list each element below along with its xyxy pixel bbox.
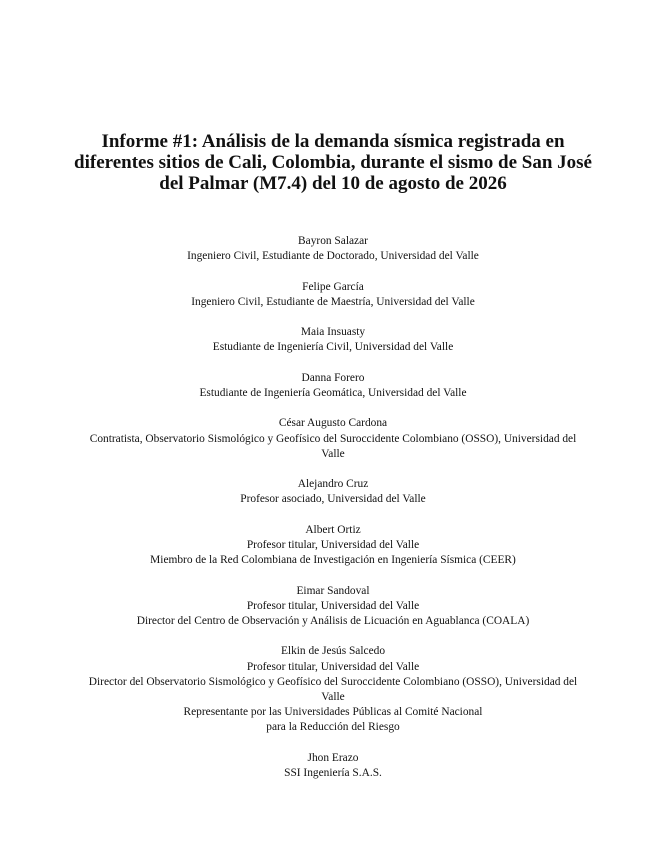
author-name: Bayron Salazar: [298, 235, 368, 247]
author-name: Felipe García: [302, 280, 364, 293]
author-block: [70, 325, 596, 355]
author-affiliation: Valle: [321, 447, 345, 460]
author-affiliation: Estudiante de Ingeniería Geomática, Universidad del Valle: [199, 386, 467, 399]
author-affiliation: Estudiante de Ingeniería Civil, Universidad del Valle: [212, 341, 454, 354]
author-block: [70, 751, 596, 781]
author-block: [70, 280, 596, 310]
author-block: [70, 371, 596, 401]
title-line: Informe #1: Análisis de la demanda sísmica registrada en: [101, 131, 565, 152]
author-affiliation: Ingeniero Civil, Estudiante de Doctorado, Universidad del Valle: [187, 250, 479, 263]
author-list: [70, 234, 596, 796]
author-name: César Augusto Cardona: [278, 417, 388, 430]
author-name: Danna Forero: [301, 371, 365, 384]
title-line: diferentes sitios de Cali, Colombia, durante el sismo de San José: [74, 152, 592, 173]
author-affiliation: Representante por las Universidades Públicas al Comité Nacional: [183, 706, 483, 719]
author-affiliation: Contratista, Observatorio Sismológico y Geofísico del Suroccidente Colombiano (OSSO), Universidad del: [89, 432, 577, 445]
author-name: Maia Insuasty: [300, 326, 366, 339]
report-title: [70, 131, 596, 194]
author-affiliation: Miembro de la Red Colombiana de Investigación en Ingeniería Sísmica (CEER): [150, 554, 516, 567]
author-affiliation: Profesor titular, Universidad del Valle: [246, 538, 420, 551]
author-block: [70, 584, 596, 630]
author-affiliation: Ingeniero Civil, Estudiante de Maestría, Universidad del Valle: [191, 295, 475, 308]
author-affiliation: Profesor asociado, Universidad del Valle: [240, 493, 426, 506]
author-block: [70, 234, 596, 264]
author-affiliation: SSI Ingeniería S.A.S.: [284, 766, 382, 779]
author-block: [70, 477, 596, 507]
author-block: [70, 644, 596, 735]
author-affiliation: Profesor titular, Universidad del Valle: [246, 599, 420, 612]
author-name: Alejandro Cruz: [297, 478, 369, 491]
author-name: Albert Ortiz: [305, 523, 361, 536]
author-affiliation: Director del Observatorio Sismológico y Geofísico del Suroccidente Colombiano (OSSO), Universidad del: [88, 675, 578, 688]
author-affiliation: Profesor titular, Universidad del Valle: [246, 660, 420, 673]
author-block: [70, 523, 596, 569]
author-name: Eimar Sandoval: [296, 584, 370, 597]
author-affiliation: Valle: [321, 690, 345, 703]
author-affiliation: Director del Centro de Observación y Análisis de Licuación en Aguablanca (COALA): [136, 614, 530, 627]
author-name: Jhon Erazo: [307, 751, 359, 764]
author-name: Elkin de Jesús Salcedo: [280, 645, 386, 658]
author-affiliation: para la Reducción del Riesgo: [266, 721, 400, 734]
title-line: del Palmar (M7.4) del 10 de agosto de 2026: [159, 173, 507, 194]
author-block: [70, 416, 596, 462]
